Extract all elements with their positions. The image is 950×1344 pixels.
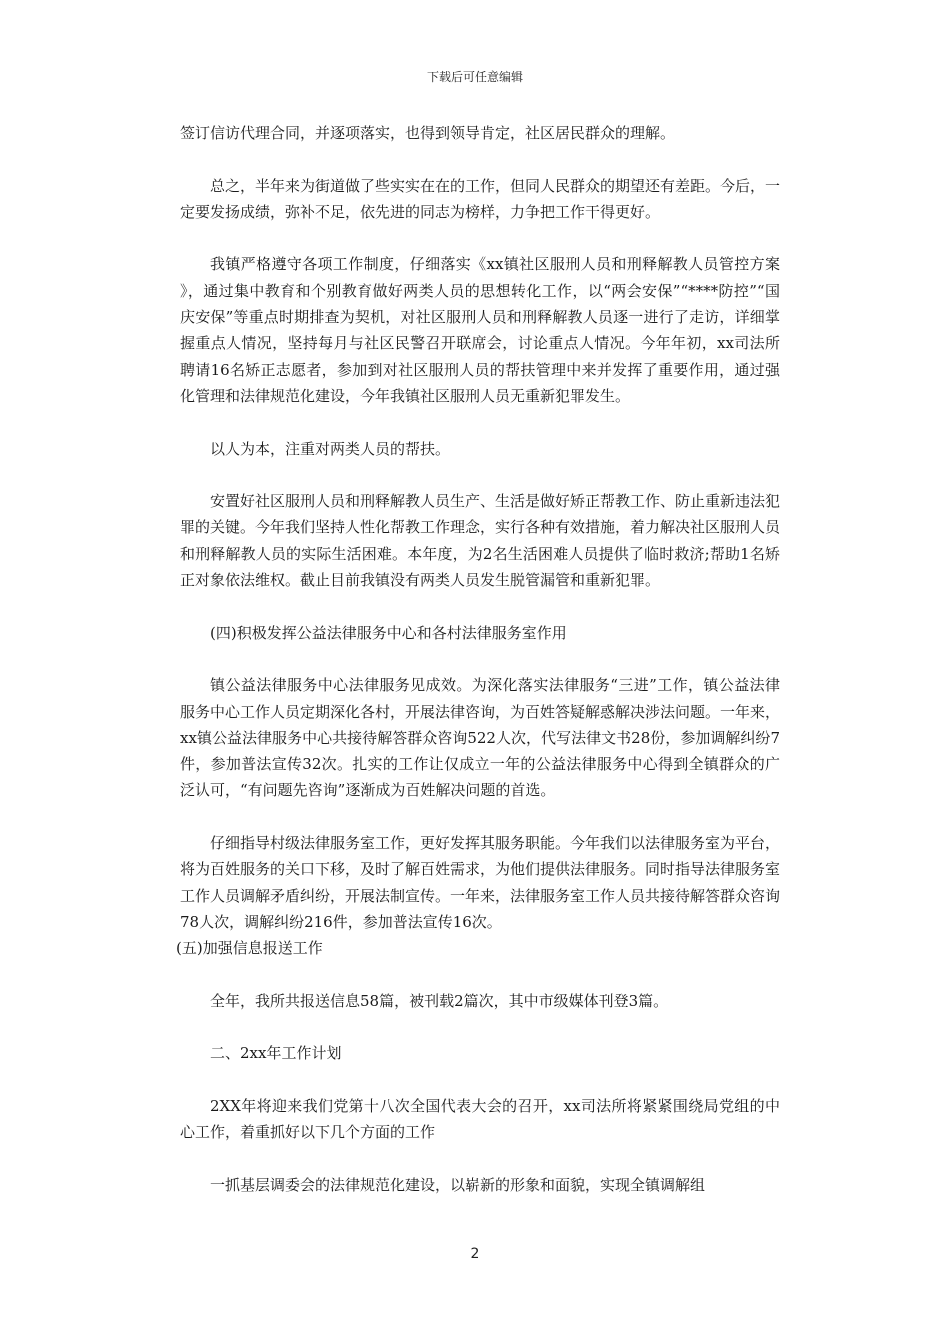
document-body — [176, 120, 781, 1224]
page-header: 下载后可任意编辑 — [426, 70, 523, 84]
paragraph-plan-item-1: 一抓基层调委会的法律规范化建设，以崭新的形象和面貌，实现全镇调解组 — [210, 1175, 706, 1194]
paragraph-people-oriented: 以人为本，注重对两类人员的帮扶。 — [210, 439, 451, 458]
paragraph-information-report: 全年，我所共报送信息58篇，被刊载2篇次，其中市级媒体刊登3篇。 — [210, 991, 669, 1010]
paragraph-plan-intro: 2XX年将迎来我们党第十八次全国代表大会的召开，xx司法所将紧紧围绕局党组的中心工作，着重抓好以下几个方面的工作 — [180, 1096, 780, 1142]
section-heading-5: (五)加强信息报送工作 — [176, 939, 323, 958]
paragraph-village-legal-service: 仔细指导村级法律服务室工作，更好发挥其服务职能。今年我们以法律服务室为平台，将为百姓服务的关口下移，及时了解百姓需求，为他们提供法律服务。同时指导法律服务室工作人员调解矛盾纠纷，开展法制宣传。一年来，法律服务室工作人员共接待解答群众咨询78人次，调解纠纷216件，参加普法宣传16次。 — [180, 834, 781, 931]
paragraph-summary: 总之，半年来为街道做了些实实在在的工作，但同人民群众的期望还有差距。今后，一定要发扬成绩，弥补不足，依先进的同志为榜样，力争把工作干得更好。 — [180, 176, 781, 221]
paragraph-petition-contract: 签订信访代理合同，并逐项落实，也得到领导肯定，社区居民群众的理解。 — [180, 124, 676, 142]
section-heading-4: (四)积极发挥公益法律服务中心和各村法律服务室作用 — [210, 623, 567, 642]
paragraph-control-work: 我镇严格遵守各项工作制度，仔细落实《xx镇社区服刑人员和刑释解教人员管控方案 》，通过集中教育和个别教育做好两类人员的思想转化工作，以“两会安保”“****防控”“国庆安保”等重点时期排查为契机，对社区服刑人员和刑释解教人员逐一进行了走访，详细掌握重点人情况，坚持每月与社区民警召开联席会，讨论重点人情况。今年年初，xx司法所聘请16名矫正志愿者，参加到对社区服刑人员的帮扶管理中来并发挥了重要作用，通过强化管理和法律规范化建设，今年我镇社区服刑人员无重新犯罪发生。 — [180, 255, 780, 405]
section-heading-work-plan: 二、2xx年工作计划 — [210, 1044, 342, 1063]
paragraph-legal-service-center: 镇公益法律服务中心法律服务见成效。为深化落实法律服务“三进”工作，镇公益法律服务中心工作人员定期深化各村，开展法律咨询，为百姓答疑解惑解决涉法问题。一年来，xx镇公益法律服务中心共接待解答群众咨询522人次，代写法律文书28份，参加调解纠纷7件，参加普法宣传32次。扎实的工作让仅成立一年的公益法律服务中心得到全镇群众的广泛认可，“有问题先咨询”逐渐成为百姓解决问题的首选。 — [180, 676, 781, 800]
paragraph-resettlement: 安置好社区服刑人员和刑释解教人员生产、生活是做好矫正帮教工作、防止重新违法犯罪的关键。今年我们坚持人性化帮教工作理念，实行各种有效措施，着力解决社区服刑人员和刑释解教人员的实际生活困难。本年度，为2名生活困难人员提供了临时救济;帮助1名矫正对象依法维权。截止目前我镇没有两类人员发生脱管漏管和重新犯罪。 — [180, 492, 781, 590]
page-number: 2 — [470, 1246, 480, 1262]
